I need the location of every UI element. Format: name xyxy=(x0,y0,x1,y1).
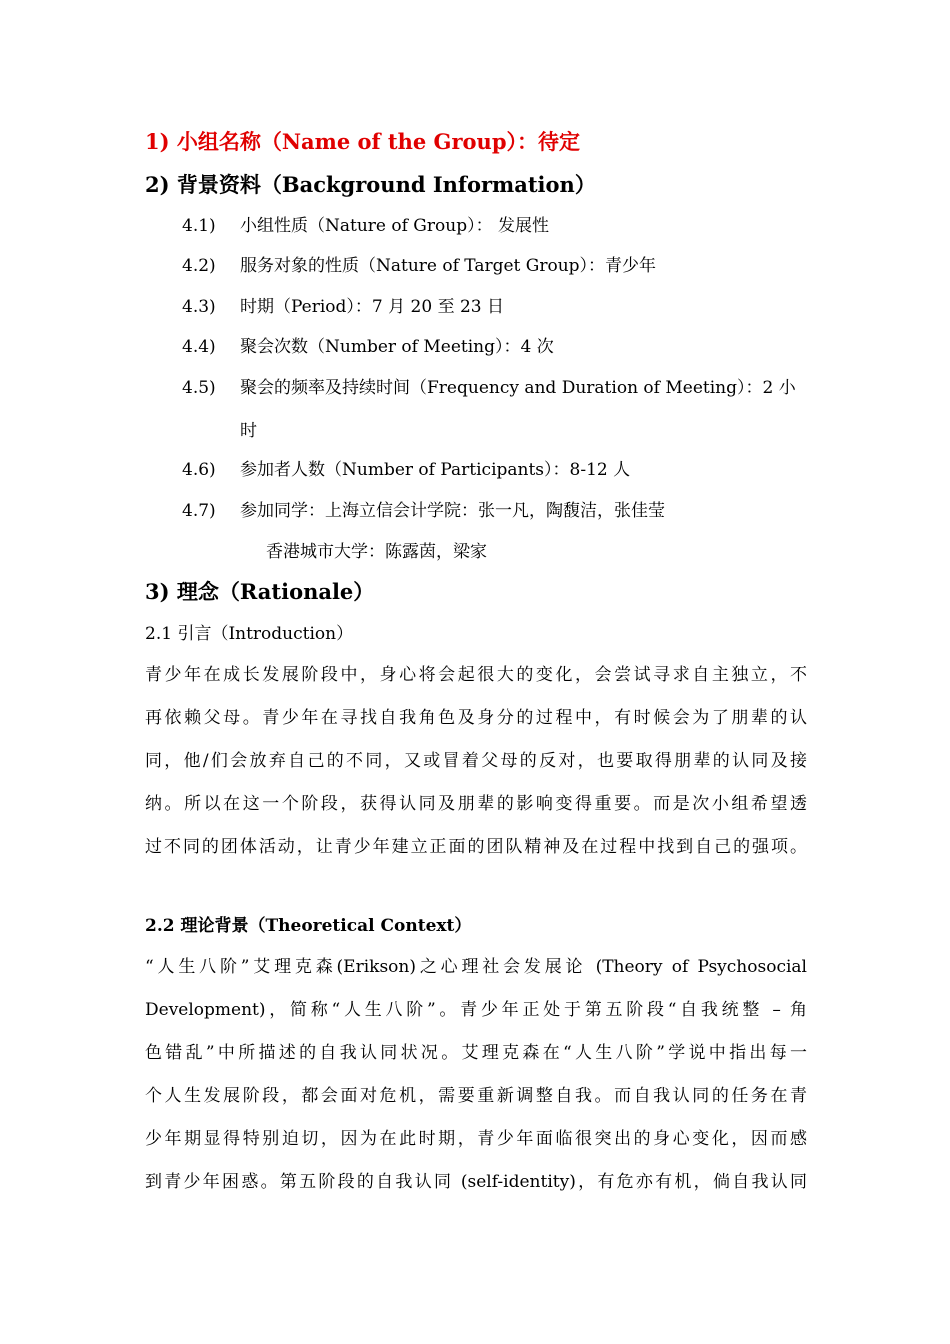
item-text: 参加同学：上海立信会计学院：张一凡，陶馥洁，张佳莹 xyxy=(240,501,665,521)
item-number: 4.6) xyxy=(182,460,216,480)
paragraph-line: 过不同的团体活动，让青少年建立正面的团队精神及在过程中找到自己的强项。 xyxy=(145,837,807,857)
item-text: 时期（Period）：7 月 20 至 23 日 xyxy=(240,297,505,317)
info-item xyxy=(0,500,950,522)
info-item xyxy=(0,296,950,318)
paragraph-line: 色错乱”中所描述的自我认同状况。艾理克森在“人生八阶”学说中指出每一 xyxy=(145,1043,807,1063)
info-item xyxy=(0,215,950,237)
paragraph-line: 同，他/们会放弃自己的不同，又或冒着父母的反对，也要取得朋辈的认同及接 xyxy=(145,751,807,771)
item-number: 4.3) xyxy=(182,297,216,317)
info-item xyxy=(0,336,950,358)
paragraph-line: 再依赖父母。青少年在寻找自我角色及身分的过程中，有时候会为了朋辈的认 xyxy=(145,708,807,728)
info-item xyxy=(0,377,950,399)
item-text: 小组性质（Nature of Group）： 发展性 xyxy=(240,216,549,236)
paragraph-line: 少年期显得特别迫切，因为在此时期，青少年面临很突出的身心变化，因而感 xyxy=(145,1129,807,1149)
paragraph-line: Development)，简称“人生八阶”。青少年正处于第五阶段“自我统整 – 角 xyxy=(145,1000,807,1020)
item-text: 服务对象的性质（Nature of Target Group）：青少年 xyxy=(240,256,657,276)
section-3-heading: 3) 理念（Rationale） xyxy=(145,579,375,604)
item-text-continuation: 时 xyxy=(240,421,257,441)
theory-heading: 2.2 理论背景（Theoretical Context） xyxy=(145,916,472,936)
section-1-heading: 1) 小组名称（Name of the Group）：待定 xyxy=(145,129,581,154)
item-text: 参加者人数（Number of Participants）：8-12 人 xyxy=(240,460,631,480)
paragraph-line: “人生八阶”艾理克森(Erikson)之心理社会发展论 (Theory of Psychosocial xyxy=(145,957,807,977)
info-item xyxy=(0,459,950,481)
paragraph-line: 个人生发展阶段，都会面对危机，需要重新调整自我。而自我认同的任务在青 xyxy=(145,1086,807,1106)
item-text: 聚会的频率及持续时间（Frequency and Duration of Meeting）：2 小 xyxy=(240,378,796,398)
item-number: 4.5) xyxy=(182,378,216,398)
intro-heading: 2.1 引言（Introduction） xyxy=(145,624,354,644)
section-2-heading: 2) 背景资料（Background Information） xyxy=(145,172,596,197)
paragraph-line: 青少年在成长发展阶段中，身心将会起很大的变化，会尝试寻求自主独立，不 xyxy=(145,665,807,685)
item-text-continuation: 香港城市大学：陈露茵，梁家 xyxy=(266,542,487,562)
info-item xyxy=(0,255,950,277)
item-number: 4.7) xyxy=(182,501,216,521)
item-text: 聚会次数（Number of Meeting）：4 次 xyxy=(240,337,554,357)
item-number: 4.2) xyxy=(182,256,216,276)
item-number: 4.1) xyxy=(182,216,216,236)
paragraph-line: 纳。所以在这一个阶段，获得认同及朋辈的影响变得重要。而是次小组希望透 xyxy=(145,794,807,814)
paragraph-line: 到青少年困惑。第五阶段的自我认同 (self-identity)，有危亦有机，倘自我认同 xyxy=(145,1172,807,1192)
item-number: 4.4) xyxy=(182,337,216,357)
